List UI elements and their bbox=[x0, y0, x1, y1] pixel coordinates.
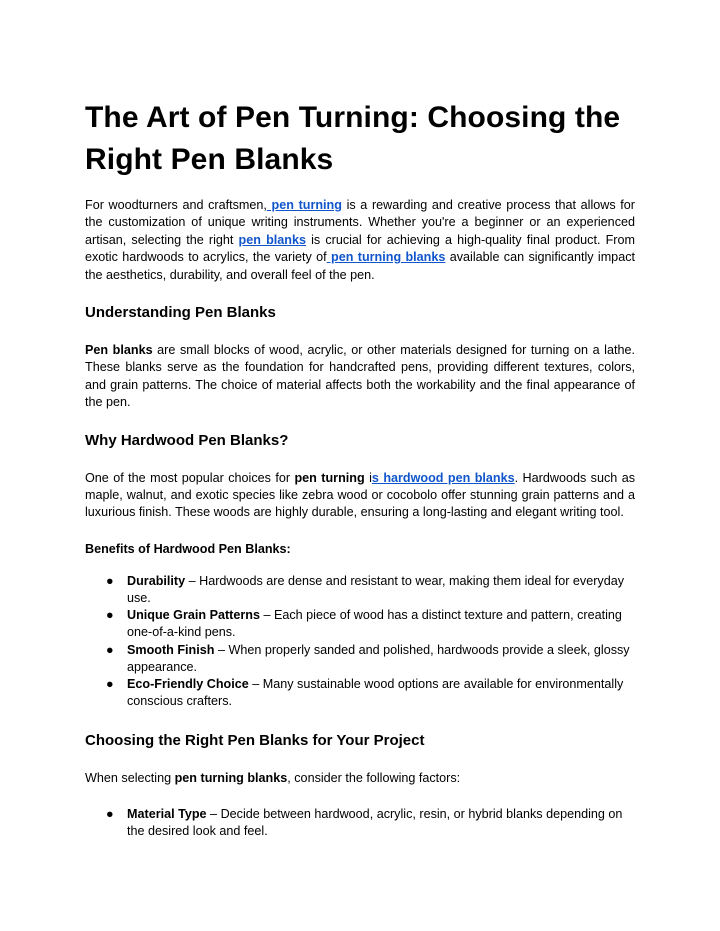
choosing-paragraph bbox=[85, 770, 635, 787]
list-item-text: – When properly sanded and polished, hardwoods provide a sleek, glossy appearance. bbox=[127, 642, 630, 674]
bullet-icon: ● bbox=[106, 573, 114, 588]
understanding-bold: Pen blanks bbox=[85, 343, 153, 358]
bullet-icon: ● bbox=[106, 806, 114, 821]
intro-text-2: is a rewarding and creative process that allows for the customization of unique writing instruments. Whether you're a beginner or an experienced artisan, selecting the right bbox=[85, 198, 635, 247]
intro-text-1: For woodturners and craftsmen, bbox=[85, 198, 267, 212]
intro-text-4: available can significantly impact the aesthetics, durability, and overall feel of the pen. bbox=[85, 250, 635, 282]
hardwood-text-2: i bbox=[364, 470, 372, 485]
page-title: The Art of Pen Turning: Choosing the Right Pen Blanks bbox=[85, 101, 621, 176]
pen-turning-link[interactable]: pen turning bbox=[266, 198, 342, 212]
list-item-text: – Hardwoods are dense and resistant to wear, making them ideal for everyday use. bbox=[127, 573, 625, 606]
understanding-paragraph bbox=[85, 342, 635, 412]
intro-paragraph bbox=[85, 197, 635, 284]
list-item-text: – Each piece of wood has a distinct texture and pattern, creating one-of-a-kind pens. bbox=[127, 608, 622, 640]
list-item-bold: Durability bbox=[127, 573, 186, 588]
choosing-text-1: When selecting bbox=[85, 770, 175, 785]
list-item-text: – Many sustainable wood options are available for environmentally conscious crafters. bbox=[127, 677, 624, 709]
list-item bbox=[85, 642, 635, 676]
hardwood-text-1: One of the most popular choices for bbox=[85, 470, 295, 485]
bullet-icon: ● bbox=[106, 677, 114, 692]
benefits-heading: Benefits of Hardwood Pen Blanks: bbox=[85, 541, 291, 556]
bullet-icon: ● bbox=[106, 642, 114, 657]
choosing-bold: pen turning blanks bbox=[174, 770, 288, 785]
hardwood-heading: Why Hardwood Pen Blanks? bbox=[85, 431, 289, 449]
list-item-text: – Decide between hardwood, acrylic, resin, or hybrid blanks depending on the desired look and feel. bbox=[127, 806, 623, 839]
list-item-bold: Unique Grain Patterns bbox=[127, 608, 260, 623]
list-item-bold: Smooth Finish bbox=[127, 642, 215, 657]
list-item bbox=[85, 676, 635, 710]
list-item bbox=[85, 573, 635, 607]
understanding-heading: Understanding Pen Blanks bbox=[85, 304, 276, 322]
hardwood-pen-blanks-link[interactable]: s hardwood pen blanks bbox=[371, 470, 515, 485]
document-content bbox=[85, 97, 635, 860]
list-item bbox=[85, 607, 635, 641]
list-item bbox=[85, 806, 635, 840]
understanding-text: are small blocks of wood, acrylic, or other materials designed for turning on a lathe. These blanks serve as the foundation for handcrafted pens, providing different textures, colors, and grain patterns. The choice of material affects both the workability and the final appearance of the pen. bbox=[85, 343, 635, 410]
benefits-list bbox=[85, 573, 635, 711]
list-item-bold: Eco-Friendly Choice bbox=[127, 677, 249, 692]
hardwood-text-3: . Hardwoods such as maple, walnut, and exotic species like zebra wood or cocobolo offer stunning grain patterns and a luxurious finish. These woods are highly durable, ensuring a long-lasting and elegant writing tool. bbox=[85, 470, 636, 520]
intro-text-3: is crucial for achieving a high-quality final product. From exotic hardwoods to acrylics, the variety of bbox=[85, 232, 635, 265]
hardwood-bold: pen turning bbox=[294, 470, 365, 485]
hardwood-paragraph bbox=[85, 470, 635, 522]
choosing-text-2: , consider the following factors: bbox=[287, 770, 461, 785]
choosing-list bbox=[85, 806, 635, 840]
pen-turning-blanks-link[interactable]: pen turning blanks bbox=[326, 250, 446, 265]
list-item-bold: Material Type bbox=[127, 806, 207, 821]
bullet-icon: ● bbox=[106, 608, 114, 623]
pen-blanks-link[interactable]: pen blanks bbox=[238, 232, 306, 247]
choosing-heading: Choosing the Right Pen Blanks for Your Project bbox=[85, 731, 425, 749]
